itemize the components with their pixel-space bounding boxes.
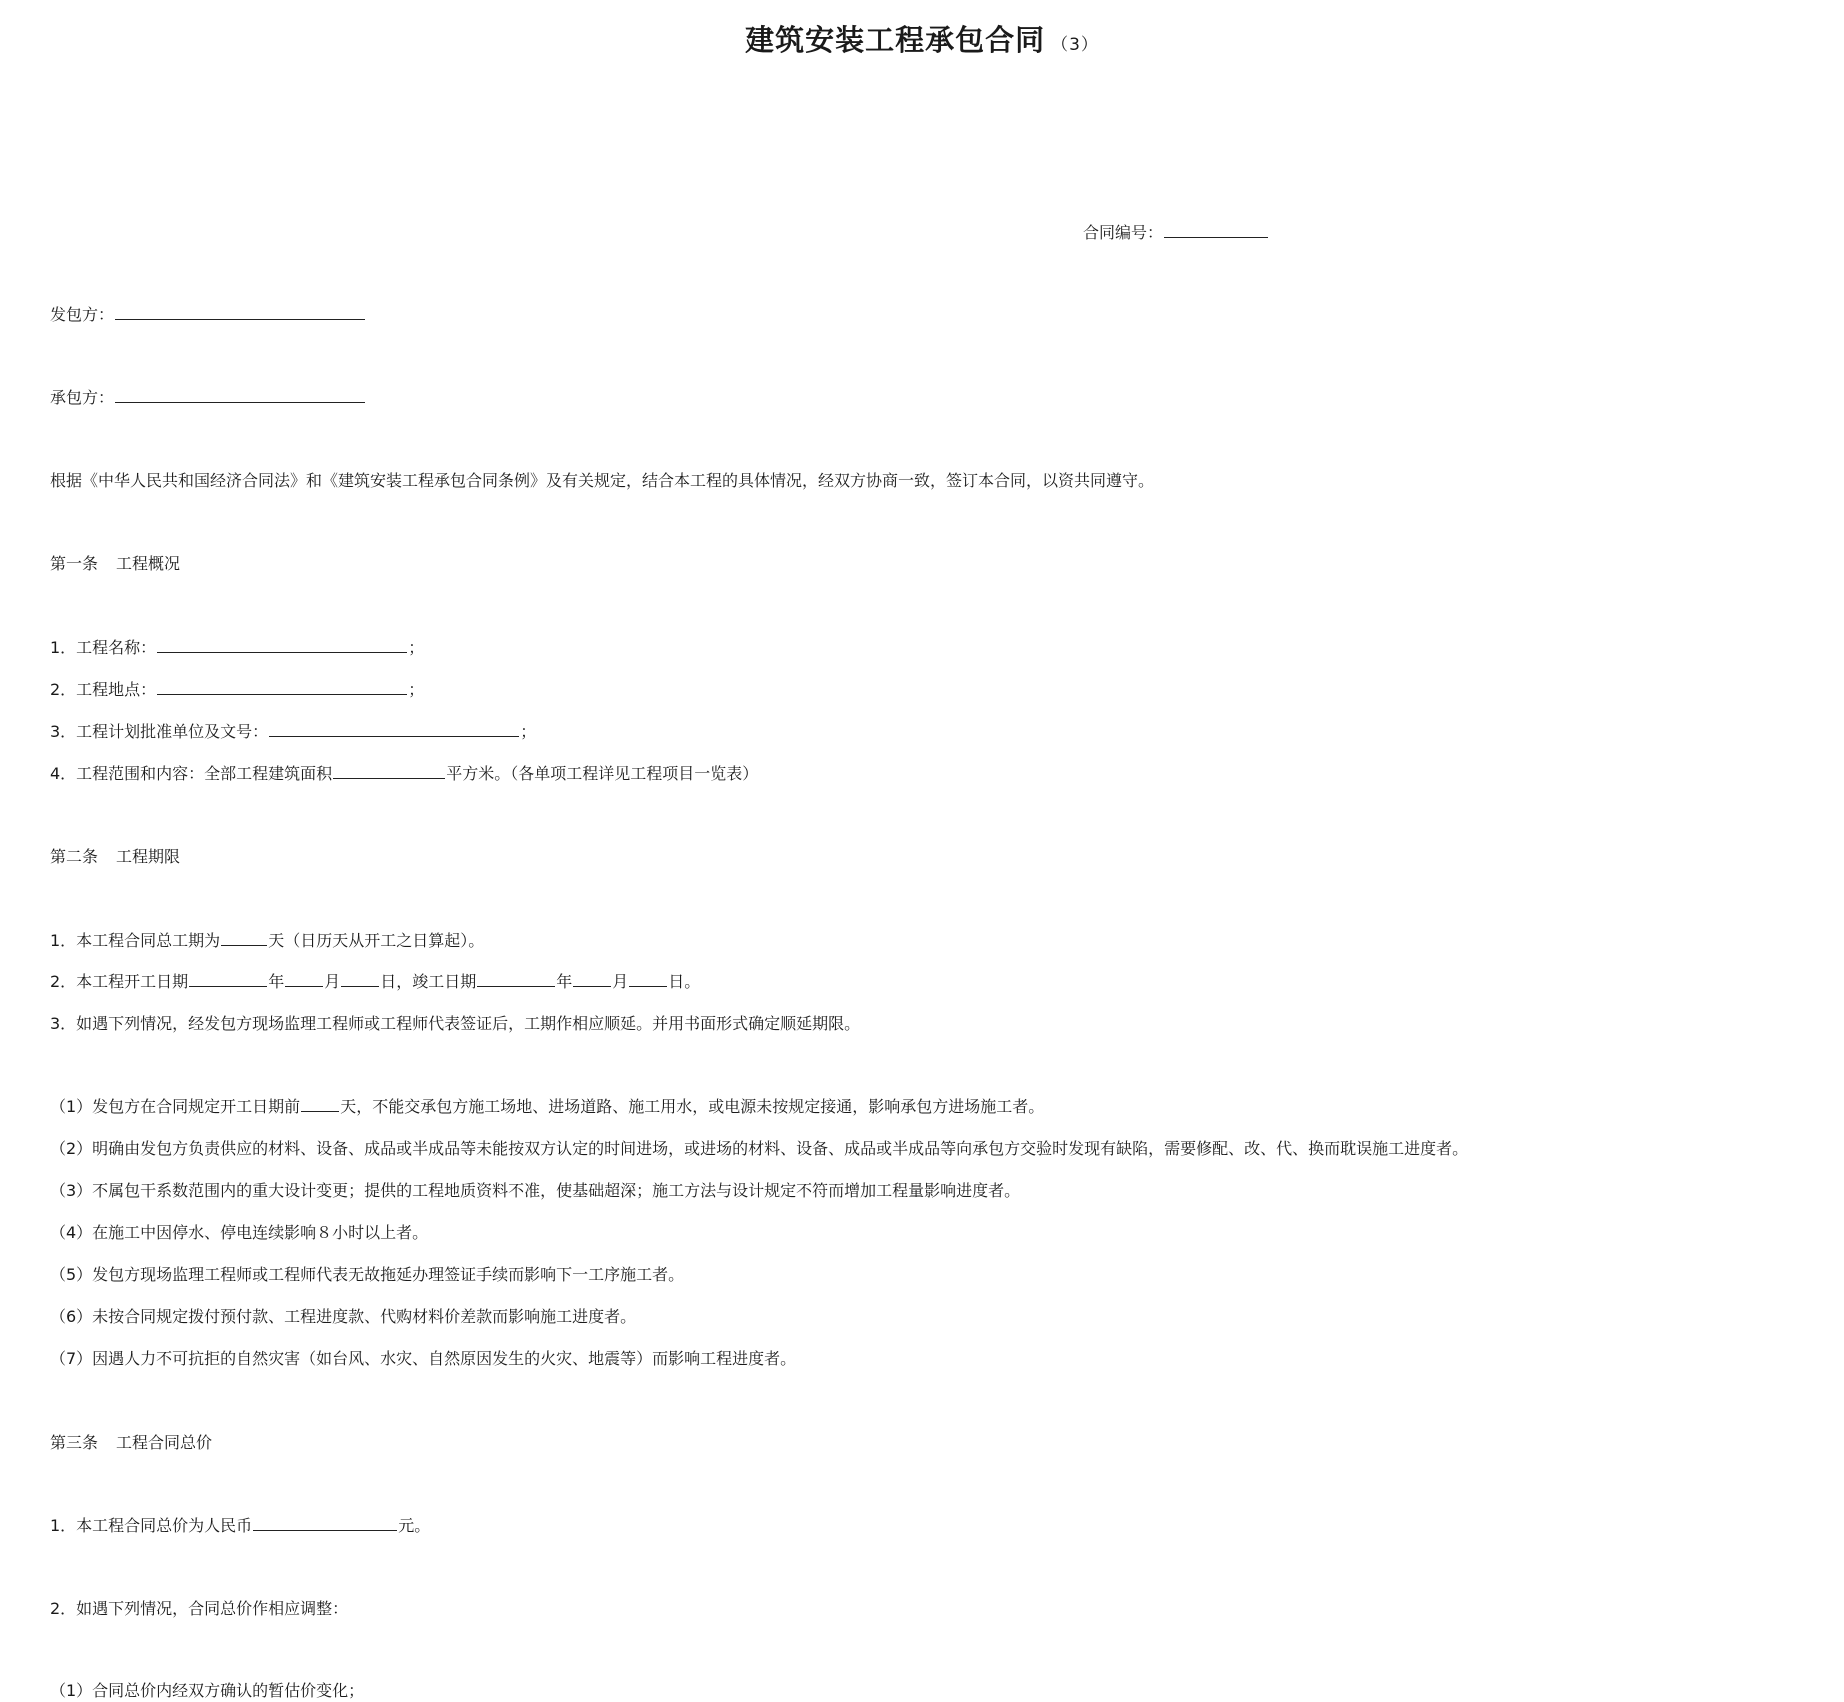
end-day-unit: 日。 xyxy=(668,972,701,991)
start-month-unit: 月 xyxy=(324,972,341,991)
article3-sub1: （1）合同总价内经双方确认的暂估价变化； xyxy=(50,1681,365,1700)
article2-sub5: （5）发包方现场监理工程师或工程师代表无故拖延办理签证手续而影响下一工序施工者。 xyxy=(50,1265,685,1284)
party-b-blank[interactable] xyxy=(115,387,365,403)
article2-sub7: （7）因遇人力不可抗拒的自然灾害（如台风、水灾、自然原因发生的火灾、地震等）而影响工程进度者。 xyxy=(50,1349,797,1368)
article3-item1 xyxy=(50,1515,430,1537)
article1-item2 xyxy=(50,679,424,701)
a3-item1-post: 元。 xyxy=(398,1516,431,1535)
article2-sub6: （6）未按合同规定拨付预付款、工程进度款、代购材料价差款而影响施工进度者。 xyxy=(50,1307,637,1326)
article1-number: 第一条 xyxy=(50,554,99,573)
article2-sub1 xyxy=(50,1096,1044,1118)
article3-title: 工程合同总价 xyxy=(116,1433,213,1452)
article2-heading xyxy=(50,846,180,868)
party-a-label: 发包方： xyxy=(50,305,115,324)
start-year-unit: 年 xyxy=(268,972,285,991)
approval-doc-blank[interactable] xyxy=(269,721,519,737)
party-a-line xyxy=(50,304,366,326)
contract-number-label: 合同编号： xyxy=(1083,223,1164,242)
item4-pre: 4．工程范围和内容：全部工程建筑面积 xyxy=(50,764,333,783)
party-a-blank[interactable] xyxy=(115,304,365,320)
preamble: 根据《中华人民共和国经济合同法》和《建筑安装工程承包合同条例》及有关规定，结合本工程的具体情况，经双方协商一致，签订本合同，以资共同遵守。 xyxy=(50,471,1155,490)
contract-number-line xyxy=(1083,220,1269,243)
end-day-blank[interactable] xyxy=(629,971,667,987)
a2-sub1-pre: （1）发包方在合同规定开工日期前 xyxy=(50,1097,301,1116)
contract-number-blank[interactable] xyxy=(1164,222,1268,238)
end-year-blank[interactable] xyxy=(477,971,555,987)
end-month-blank[interactable] xyxy=(573,971,611,987)
article1-heading xyxy=(50,553,180,575)
item1-label: 1．工程名称： xyxy=(50,638,157,657)
project-name-blank[interactable] xyxy=(157,637,407,653)
total-days-blank[interactable] xyxy=(221,930,267,946)
floor-area-blank[interactable] xyxy=(333,763,445,779)
days-before-blank[interactable] xyxy=(301,1096,339,1112)
article1-item1 xyxy=(50,637,424,659)
article3-item2: 2．如遇下列情况，合同总价作相应调整： xyxy=(50,1599,349,1618)
article2-item1 xyxy=(50,930,484,952)
item4-post: 平方米。（各单项工程详见工程项目一览表） xyxy=(446,764,759,783)
a2-item2-pre: 2．本工程开工日期 xyxy=(50,972,189,991)
article2-item3: 3．如遇下列情况，经发包方现场监理工程师或工程师代表签证后，工期作相应顺延。并用书面形式确定顺延期限。 xyxy=(50,1014,861,1033)
start-month-blank[interactable] xyxy=(285,971,323,987)
article2-title: 工程期限 xyxy=(116,847,181,866)
a3-item1-pre: 1．本工程合同总价为人民币 xyxy=(50,1516,253,1535)
item3-end: ； xyxy=(520,722,537,741)
article2-sub4: （4）在施工中因停水、停电连续影响８小时以上者。 xyxy=(50,1223,429,1242)
article1-title: 工程概况 xyxy=(116,554,181,573)
start-day-unit: 日，竣工日期 xyxy=(380,972,477,991)
end-month-unit: 月 xyxy=(612,972,629,991)
article1-item4 xyxy=(50,763,758,785)
item2-label: 2．工程地点： xyxy=(50,680,157,699)
a2-sub1-post: 天，不能交承包方施工场地、进场道路、施工用水，或电源未按规定接通，影响承包方进场施工者。 xyxy=(340,1097,1045,1116)
a2-item1-post: 天（日历天从开工之日算起）。 xyxy=(268,931,485,950)
party-b-line xyxy=(50,387,366,409)
item3-label: 3．工程计划批准单位及文号： xyxy=(50,722,269,741)
total-price-blank[interactable] xyxy=(253,1515,397,1531)
article2-sub3: （3）不属包干系数范围内的重大设计变更；提供的工程地质资料不准，使基础超深；施工方法与设计规定不符而增加工程量影响进度者。 xyxy=(50,1181,1021,1200)
article2-number: 第二条 xyxy=(50,847,99,866)
end-year-unit: 年 xyxy=(556,972,573,991)
article3-number: 第三条 xyxy=(50,1433,99,1452)
project-location-blank[interactable] xyxy=(157,679,407,695)
article2-sub2: （2）明确由发包方负责供应的材料、设备、成品或半成品等未能按双方认定的时间进场，或进场的材料、设备、成品或半成品等向承包方交验时发现有缺陷，需要修配、改、代、换而耽误施工进度者。 xyxy=(50,1139,1469,1158)
article3-heading xyxy=(50,1432,212,1454)
item2-end: ； xyxy=(408,680,425,699)
article1-item3 xyxy=(50,721,536,743)
title-text: 建筑安装工程承包合同 xyxy=(745,23,1046,57)
a2-item1-pre: 1．本工程合同总工期为 xyxy=(50,931,221,950)
item1-end: ； xyxy=(408,638,425,657)
start-year-blank[interactable] xyxy=(189,971,267,987)
document-title xyxy=(0,18,1844,59)
title-suffix: （3） xyxy=(1051,35,1099,55)
article2-item2 xyxy=(50,971,700,993)
start-day-blank[interactable] xyxy=(341,971,379,987)
party-b-label: 承包方： xyxy=(50,388,115,407)
